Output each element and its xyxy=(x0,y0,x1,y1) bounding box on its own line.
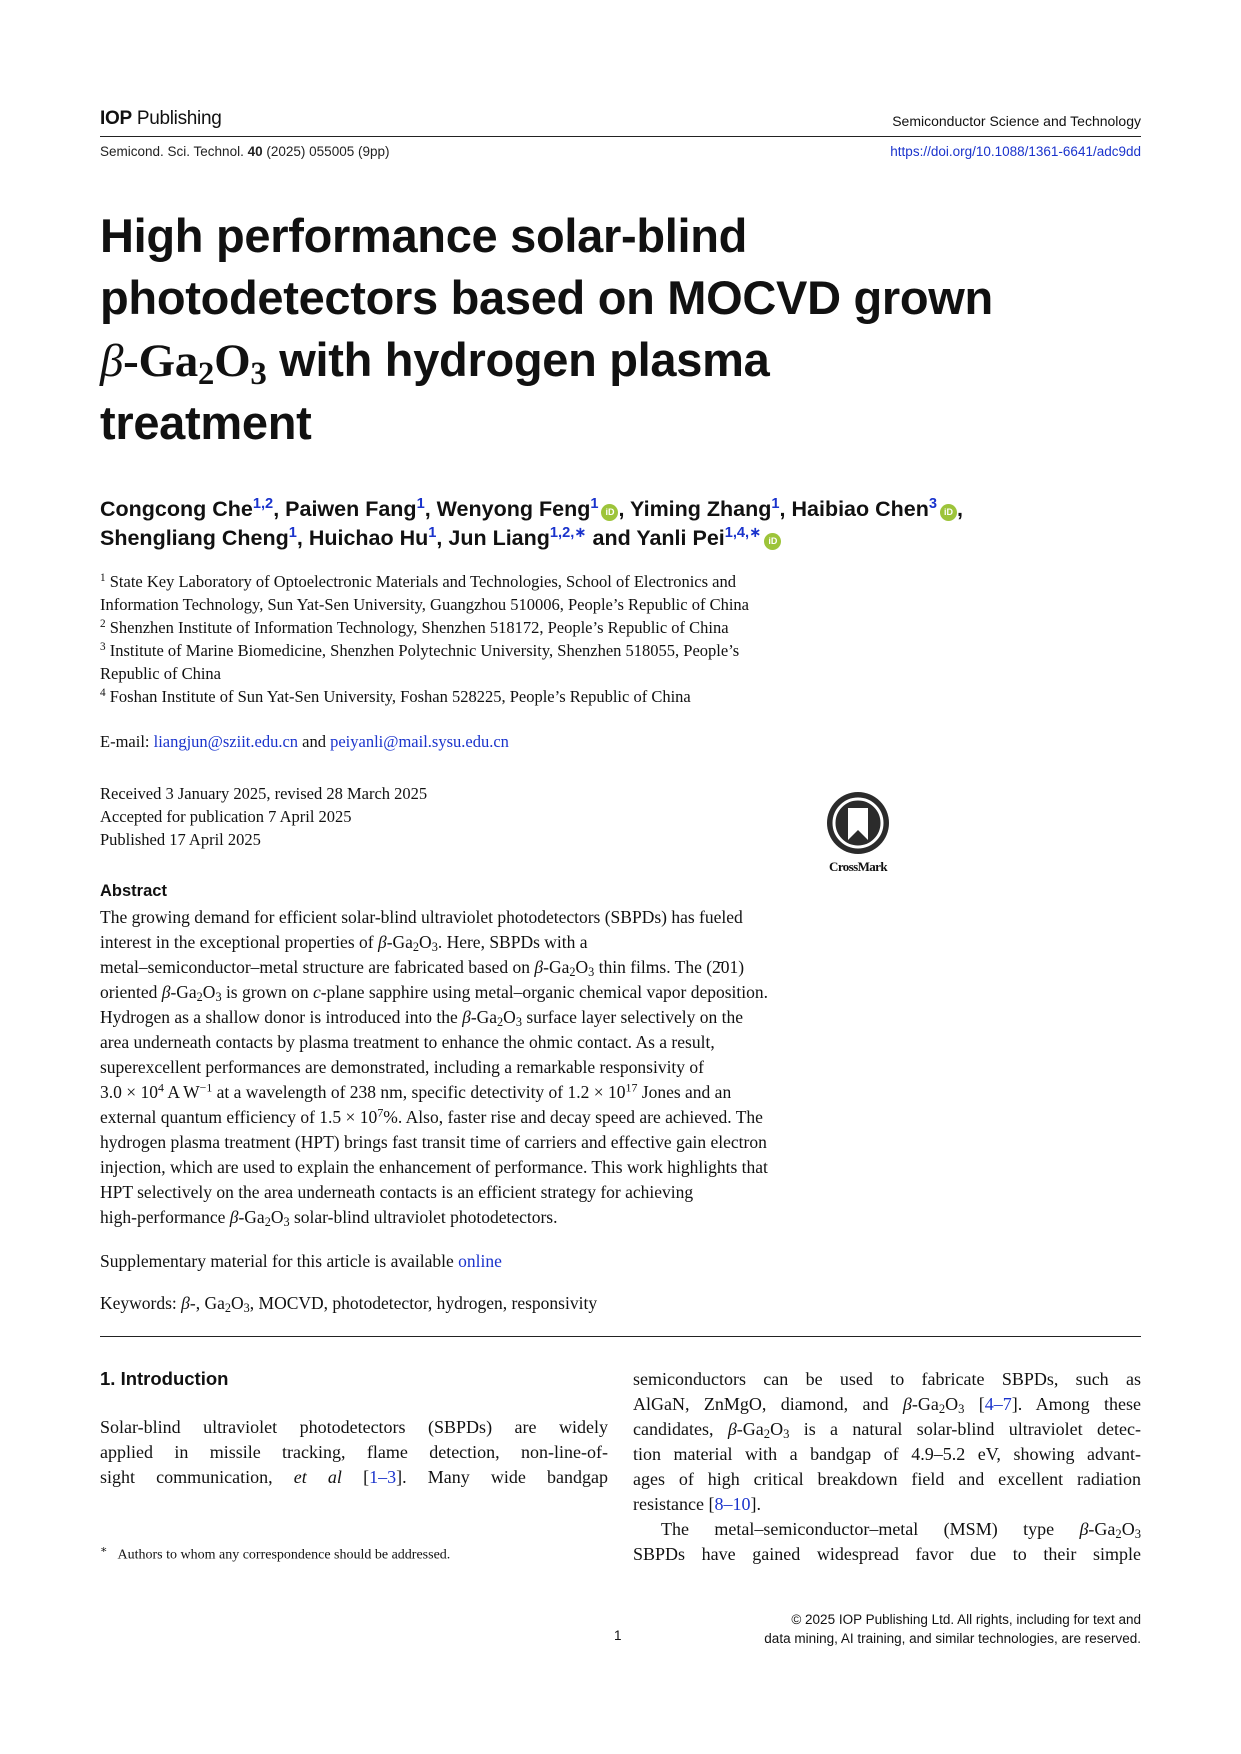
orcid-icon[interactable]: iD xyxy=(940,504,957,521)
email-link-1[interactable]: liangjun@sziit.edu.cn xyxy=(153,732,299,751)
author-affiliation[interactable]: 1 xyxy=(416,495,425,512)
received-date: Received 3 January 2025, revised 28 March 2025 xyxy=(100,784,428,803)
author xyxy=(636,526,781,550)
publication-dates xyxy=(100,782,427,851)
footnote-text: Authors to whom any correspondence should be addressed. xyxy=(117,1547,451,1563)
abstract-line: HPT selectively on the area underneath contacts is an efficient strategy for achieving xyxy=(100,1182,694,1202)
beta-symbol: β xyxy=(161,982,171,1002)
author-affiliation[interactable]: 1,2 xyxy=(252,495,274,512)
email-label: E-mail: xyxy=(100,732,154,751)
body-line xyxy=(633,1492,1141,1517)
copyright-notice xyxy=(764,1610,1141,1648)
abstract-text: is grown on xyxy=(221,982,313,1002)
reference-link[interactable]: 4–7 xyxy=(984,1394,1012,1414)
author-name: Yanli Pei xyxy=(636,526,725,550)
abstract-text: -plane sapphire using metal–organic chemical vapor deposition. xyxy=(320,982,768,1002)
formula-sub: 2 xyxy=(412,940,420,955)
abstract-text: Jones and an xyxy=(637,1082,732,1102)
formula-o: O xyxy=(419,932,432,952)
title-sub-3: 3 xyxy=(250,356,267,393)
formula-ga: -Ga xyxy=(238,1207,265,1227)
title-line-4: treatment xyxy=(100,396,312,449)
author xyxy=(100,526,309,550)
formula-sub: 3 xyxy=(783,1427,790,1442)
formula-o: O xyxy=(202,982,216,1002)
author-separator: , xyxy=(779,497,792,521)
body-text: AlGaN, ZnMgO, diamond, and xyxy=(633,1394,903,1414)
abstract-line: superexcellent performances are demonstrated, including a remarkable responsivity of xyxy=(100,1057,704,1077)
affiliation-number: 2 xyxy=(100,617,106,630)
author-separator: and xyxy=(586,526,637,550)
body-line: ages of high critical breakdown field and excellent radiation xyxy=(633,1469,1141,1489)
abstract-text: A W xyxy=(163,1082,200,1102)
formula-sub: 2 xyxy=(938,1402,946,1417)
abstract-text: Hydrogen as a shallow donor is introduced into the xyxy=(100,1007,463,1027)
formula-sub: 2 xyxy=(264,1215,271,1230)
author xyxy=(100,497,285,521)
author xyxy=(448,526,636,550)
exponent: 4 xyxy=(158,1080,164,1095)
body-line xyxy=(100,1465,608,1490)
formula-o: O xyxy=(1121,1519,1135,1539)
title-line-3: with hydrogen plasma xyxy=(266,333,770,386)
body-text: The metal–semiconductor–metal (MSM) type xyxy=(661,1519,1080,1539)
formula-ga: -Ga xyxy=(470,1007,498,1027)
abstract-line: hydrogen plasma treatment (HPT) brings fast transit time of carriers and effective gain electron xyxy=(100,1132,767,1152)
affiliation-text: Foshan Institute of Sun Yat-Sen University, Foshan 528225, People’s Republic of China xyxy=(109,687,691,706)
body-italic: et al xyxy=(293,1467,342,1487)
body-text: ]. Among these xyxy=(1011,1394,1141,1414)
author-name: Wenyong Feng xyxy=(436,497,591,521)
citation-volume: 40 xyxy=(247,144,263,159)
body-line xyxy=(633,1417,1141,1442)
formula-ga: -Ga xyxy=(543,957,570,977)
citation-details: (2025) 055005 (9pp) xyxy=(266,144,390,159)
exponent: 7 xyxy=(377,1105,384,1120)
email-and: and xyxy=(298,732,331,751)
affiliation-item xyxy=(100,639,960,685)
formula-sub: 3 xyxy=(283,1215,290,1230)
crossmark-badge[interactable] xyxy=(818,790,898,875)
formula-ga: -Ga xyxy=(736,1419,764,1439)
author-name: Huichao Hu xyxy=(308,526,429,550)
formula-sub: 2 xyxy=(1115,1527,1122,1542)
beta-symbol: β xyxy=(462,1007,471,1027)
affiliation-text: Institute of Marine Biomedicine, Shenzhen Polytechnic University, Shenzhen 518055, People’s xyxy=(109,641,740,660)
copyright-line-1: © 2025 IOP Publishing Ltd. All rights, including for text and xyxy=(791,1612,1141,1627)
body-text: [ xyxy=(964,1394,985,1414)
author xyxy=(791,497,963,521)
affiliation-item xyxy=(100,685,960,708)
abstract-text: surface layer selectively on the xyxy=(521,1007,744,1027)
keywords-label: Keywords: xyxy=(100,1293,182,1313)
title-line-1: High performance solar-blind xyxy=(100,209,748,262)
orcid-icon[interactable]: iD xyxy=(764,533,781,550)
author-separator: , xyxy=(957,497,963,521)
author-list xyxy=(100,495,1140,553)
body-text: sight communication, xyxy=(100,1467,294,1487)
author-affiliation[interactable]: 1 xyxy=(590,495,599,512)
abstract-text: thin films. The ( xyxy=(594,957,713,977)
email-link-2[interactable]: peiyanli@mail.sysu.edu.cn xyxy=(330,732,509,751)
author xyxy=(437,497,630,521)
author-separator: , xyxy=(436,526,449,550)
affiliation-text: Shenzhen Institute of Information Technology, Shenzhen 518172, People’s Republic of China xyxy=(109,618,729,637)
abstract-text: external quantum efficiency of 1.5 × 10 xyxy=(100,1107,378,1127)
author-affiliation[interactable]: 3 xyxy=(928,495,938,512)
author-affiliation[interactable]: 1,4,∗ xyxy=(724,524,762,541)
introduction-heading: 1. Introduction xyxy=(100,1368,229,1389)
formula-sub: 2 xyxy=(763,1427,771,1442)
accepted-date: Accepted for publication 7 April 2025 xyxy=(100,807,352,826)
publisher-logo-rest: Publishing xyxy=(131,108,222,129)
abstract-line: area underneath contacts by plasma treatment to enhance the ohmic contact. As a result, xyxy=(100,1032,715,1052)
author xyxy=(630,497,791,521)
body-text: [ xyxy=(341,1467,370,1487)
formula-sub: 3 xyxy=(1134,1527,1141,1542)
formula-sub: 3 xyxy=(588,965,595,980)
citation-journal: Semicond. Sci. Technol. xyxy=(100,144,244,159)
author-affiliation[interactable]: 1 xyxy=(771,495,780,512)
formula-ga: -Ga xyxy=(1088,1519,1116,1539)
author xyxy=(285,497,437,521)
exponent: −1 xyxy=(199,1080,213,1095)
supplementary-text: Supplementary material for this article is available xyxy=(100,1251,459,1271)
crossmark-label: CrossMark xyxy=(829,859,887,874)
crystal-orientation: 2̄01) xyxy=(712,957,745,977)
keyword-formula: -, $Ga_2O_3$ xyxy=(189,1293,250,1316)
abstract-text: . Here, SBPDs with a xyxy=(437,932,588,952)
abstract-italic: c xyxy=(312,982,321,1002)
beta-symbol: β xyxy=(229,1207,239,1227)
body-line: applied in missile tracking, flame detection, non-line-of- xyxy=(100,1442,608,1462)
keyword-list: , MOCVD, photodetector, hydrogen, responsivity xyxy=(249,1293,598,1313)
abstract-line xyxy=(100,1205,900,1230)
abstract-line xyxy=(100,1005,900,1030)
affiliation-item xyxy=(100,570,960,616)
affiliations xyxy=(100,570,960,708)
body-line: SBPDs have gained widespread favor due to their simple xyxy=(633,1544,1141,1564)
abstract-text: %. Also, faster rise and decay speed are achieved. The xyxy=(383,1107,763,1127)
affiliation-item xyxy=(100,616,960,639)
formula-sub: 3 xyxy=(958,1402,965,1417)
formula-sub: 2 xyxy=(196,990,203,1005)
formula-sub: 3 xyxy=(243,1301,250,1316)
formula-ga: -Ga xyxy=(386,932,413,952)
abstract-heading: Abstract xyxy=(100,882,167,900)
intro-left-column xyxy=(100,1415,608,1490)
body-line xyxy=(633,1517,1141,1542)
supplementary-note xyxy=(100,1251,502,1272)
author-affiliation[interactable]: 1,2,∗ xyxy=(549,524,587,541)
author-name: Shengliang Cheng xyxy=(100,526,289,550)
body-line: semiconductors can be used to fabricate SBPDs, such as xyxy=(633,1369,1141,1389)
formula-sub: 2 xyxy=(224,1301,231,1316)
abstract-body xyxy=(100,905,900,1230)
supplementary-link[interactable]: online xyxy=(458,1251,502,1271)
author-name: Haibiao Chen xyxy=(791,497,929,521)
crossmark-icon xyxy=(825,790,891,856)
title-line-2: photodetectors based on MOCVD grown xyxy=(100,271,993,324)
author-separator: , xyxy=(618,497,631,521)
page-number: 1 xyxy=(614,1628,622,1643)
abstract-text: oriented xyxy=(100,982,162,1002)
body-divider xyxy=(100,1336,1141,1337)
author xyxy=(309,526,449,550)
formula-o: O xyxy=(503,1007,516,1027)
formula-sub: 2 xyxy=(497,1015,504,1030)
title-sub-2: 2 xyxy=(197,356,215,393)
formula-ga: -Ga xyxy=(911,1394,939,1414)
affiliation-text: State Key Laboratory of Optoelectronic Materials and Technologies, School of Electronics and xyxy=(109,572,736,591)
affiliation-text-continued: Information Technology, Sun Yat-Sen University, Guangzhou 510006, People’s Republic of China xyxy=(100,595,749,614)
footnote xyxy=(100,1543,450,1564)
abstract-text: solar-blind ultraviolet photodetectors. xyxy=(289,1207,558,1227)
author-name: Paiwen Fang xyxy=(285,497,417,521)
abstract-text: at a wavelength of 238 nm, specific detectivity of 1.2 × 10 xyxy=(212,1082,626,1102)
author-affiliation[interactable]: 1 xyxy=(288,524,297,541)
intro-right-column xyxy=(633,1367,1141,1567)
formula-o: O xyxy=(945,1394,959,1414)
beta-symbol: β xyxy=(377,932,387,952)
author-separator: , xyxy=(273,497,286,521)
abstract-text: metal–semiconductor–metal structure are fabricated based on xyxy=(100,957,535,977)
body-text: candidates, xyxy=(633,1419,728,1439)
orcid-icon[interactable]: iD xyxy=(601,504,618,521)
author-separator: , xyxy=(424,497,437,521)
title-ga: -Ga xyxy=(123,335,198,387)
title-o: O xyxy=(214,335,251,387)
formula-ga: -Ga xyxy=(170,982,197,1002)
formula-sub: 3 xyxy=(215,990,222,1005)
body-text: ]. Many wide bandgap xyxy=(396,1467,608,1487)
body-text: is a natural solar-blind ultraviolet detec- xyxy=(789,1419,1141,1439)
copyright-line-2: data mining, AI training, and similar technologies, are reserved. xyxy=(764,1631,1141,1646)
beta-symbol: β xyxy=(1079,1519,1089,1539)
publisher-logo xyxy=(100,108,222,130)
reference-link[interactable]: 1–3 xyxy=(369,1467,397,1487)
journal-name: Semiconductor Science and Technology xyxy=(892,113,1141,129)
formula-sub: 3 xyxy=(431,940,438,955)
reference-link[interactable]: 8–10 xyxy=(714,1494,751,1514)
affiliation-number: 3 xyxy=(100,640,106,653)
abstract-line: The growing demand for efficient solar-blind ultraviolet photodetectors (SBPDs) has fueled xyxy=(100,907,743,927)
formula-o: O xyxy=(575,957,589,977)
title-formula xyxy=(100,335,267,393)
abstract-line: injection, which are used to explain the enhancement of performance. This work highlights that xyxy=(100,1157,768,1177)
body-text: ]. xyxy=(750,1494,761,1514)
published-date: Published 17 April 2025 xyxy=(100,830,261,849)
author-name: Yiming Zhang xyxy=(630,497,772,521)
abstract-text: 3.0 × 10 xyxy=(100,1082,158,1102)
footnote-mark: ∗ xyxy=(100,1544,108,1556)
formula-o: O xyxy=(270,1207,284,1227)
body-text: resistance [ xyxy=(633,1494,715,1514)
affiliation-number: 1 xyxy=(100,571,106,584)
author-name: Congcong Che xyxy=(100,497,253,521)
paper-title xyxy=(100,205,1100,454)
header-divider xyxy=(100,136,1141,137)
body-line: tion material with a bandgap of 4.9–5.2 eV, showing advant- xyxy=(633,1444,1141,1464)
abstract-line xyxy=(100,980,900,1005)
abstract-text: high-performance xyxy=(100,1207,230,1227)
citation xyxy=(100,144,389,159)
abstract-line xyxy=(100,930,900,955)
author-separator: , xyxy=(296,526,309,550)
beta-symbol: β xyxy=(534,957,544,977)
author-affiliation[interactable]: 1 xyxy=(428,524,437,541)
affiliation-number: 4 xyxy=(100,686,106,699)
body-line xyxy=(633,1392,1141,1417)
beta-symbol: β xyxy=(902,1394,912,1414)
keywords xyxy=(100,1293,597,1314)
author-name: Jun Liang xyxy=(448,526,550,550)
beta-symbol: β xyxy=(727,1419,737,1439)
title-beta: β xyxy=(100,335,124,387)
body-line: Solar-blind ultraviolet photodetectors (SBPDs) are widely xyxy=(100,1417,608,1437)
exponent: 17 xyxy=(625,1080,638,1095)
affiliation-text-continued: Republic of China xyxy=(100,664,221,683)
formula-o: O xyxy=(231,1293,244,1313)
beta-symbol: β xyxy=(181,1293,190,1313)
doi-link[interactable]: https://doi.org/10.1088/1361-6641/adc9dd xyxy=(890,144,1141,159)
abstract-text: interest in the exceptional properties of xyxy=(100,932,378,952)
formula-sub: 3 xyxy=(515,1015,522,1030)
publisher-logo-bold: IOP xyxy=(100,108,132,129)
email-line xyxy=(100,732,509,752)
formula-sub: 2 xyxy=(569,965,576,980)
abstract-line xyxy=(100,1080,900,1105)
abstract-line xyxy=(100,1105,900,1130)
formula-o: O xyxy=(770,1419,784,1439)
abstract-line xyxy=(100,955,900,980)
